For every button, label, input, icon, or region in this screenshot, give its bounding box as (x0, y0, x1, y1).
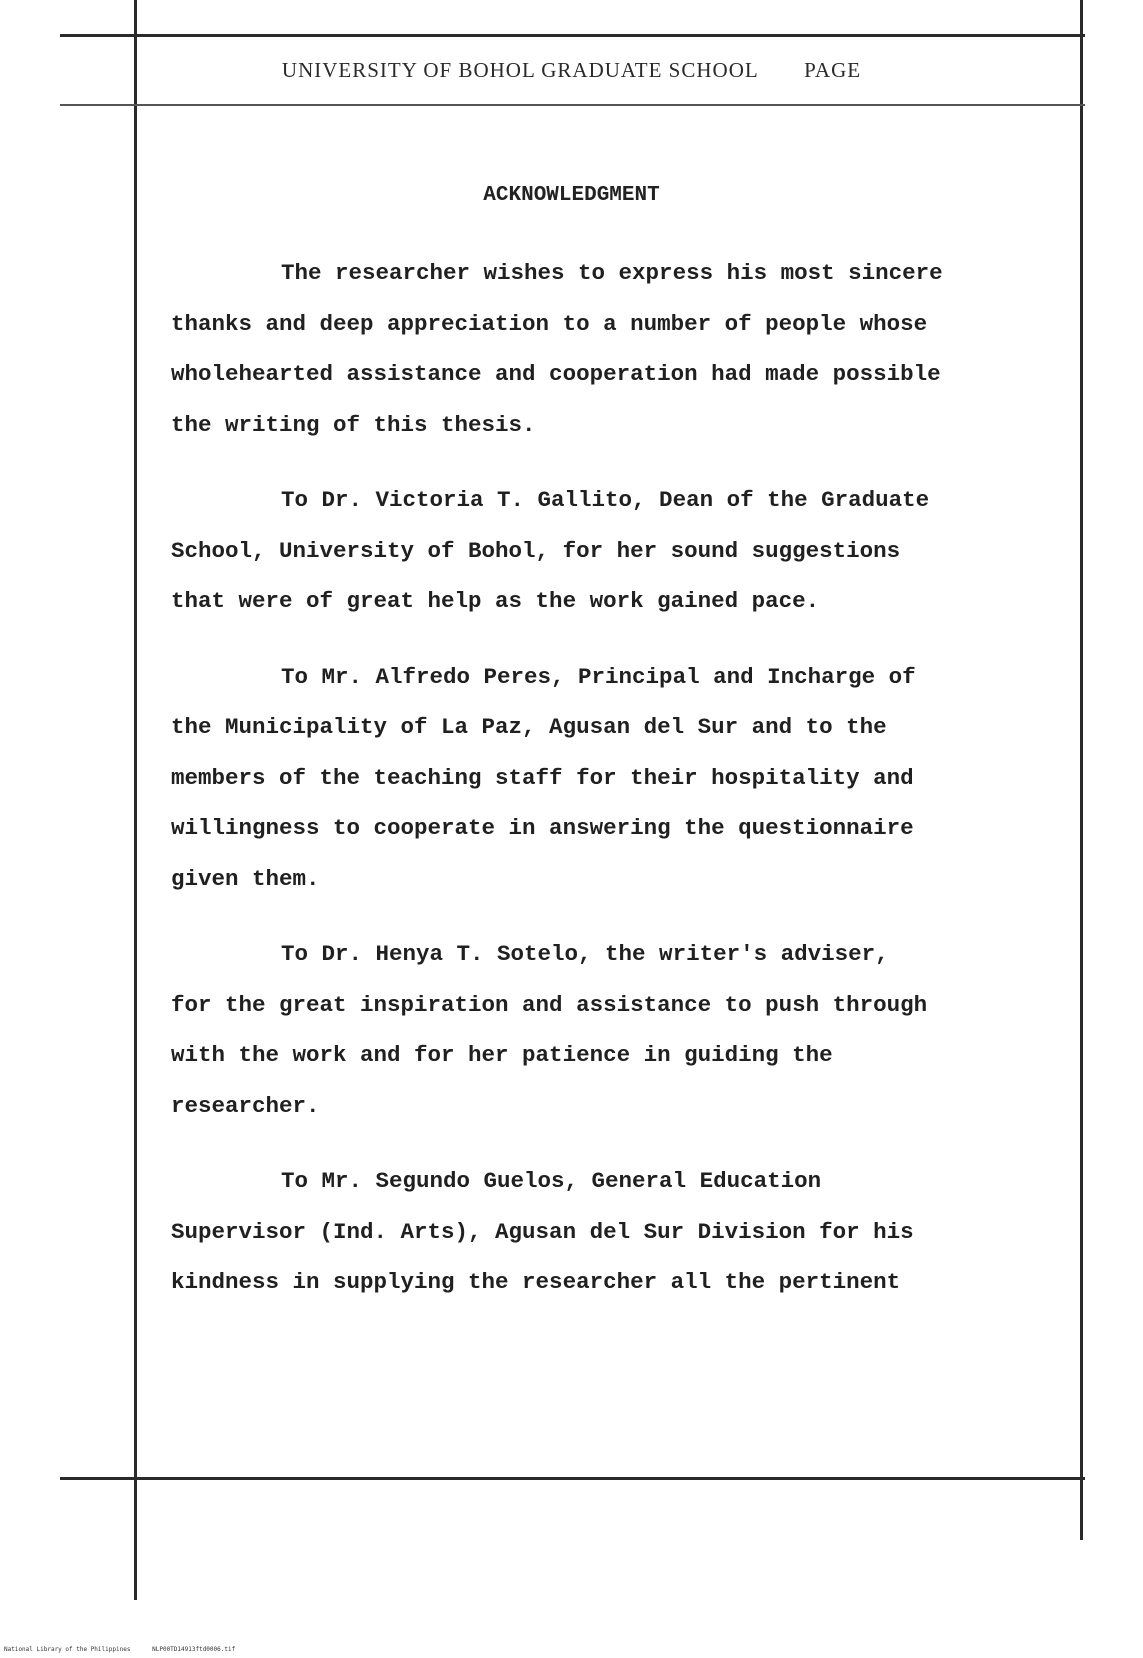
text-line: that were of great help as the work gained pace. (171, 588, 820, 614)
text-line: To Dr. Henya T. Sotelo, the writer's adviser, (281, 941, 889, 967)
text-line: thanks and deep appreciation to a number of people whose (171, 310, 928, 337)
institution-name: UNIVERSITY OF BOHOL GRADUATE SCHOOL (281, 58, 758, 82)
page-title: ACKNOWLEDGMENT (483, 184, 660, 207)
left-margin-rule (134, 0, 137, 1600)
file-name: NLP00TD14913ftd0006.tif (152, 1646, 236, 1653)
text-line: the writing of this thesis. (171, 411, 536, 438)
text-line: To Dr. Victoria T. Gallito, Dean of the Graduate (281, 487, 930, 513)
text-line: kindness in supplying the researcher all the pertinent (171, 1269, 901, 1295)
acknowledgment-body (171, 248, 1061, 1333)
text-line: To Mr. Alfredo Peres, Principal and Incharge of (281, 663, 916, 690)
text-line: The researcher wishes to express his most sincere (281, 260, 943, 286)
page-header (0, 58, 1143, 83)
text-line: willingness to cooperate in answering the questionnaire (171, 815, 914, 841)
paragraph (171, 475, 1061, 627)
text-line: Supervisor (Ind. Arts), Agusan del Sur Division for his (171, 1218, 914, 1245)
text-line: To Mr. Segundo Guelos, General Education (281, 1168, 822, 1194)
library-credit: National Library of the Philippines (4, 1646, 131, 1653)
text-line: the Municipality of La Paz, Agusan del Sur and to the (171, 714, 887, 740)
page-label: PAGE (804, 58, 862, 82)
text-line: with the work and for her patience in guiding the (171, 1042, 833, 1068)
header-top-rule (60, 34, 1085, 37)
text-line: School, University of Bohol, for her sound suggestions (171, 537, 901, 564)
paragraph (171, 929, 1061, 1131)
scan-footer (4, 1646, 235, 1653)
header-bottom-rule (60, 104, 1085, 106)
right-margin-rule (1080, 0, 1083, 1540)
paragraph (171, 652, 1061, 905)
paragraph (171, 248, 1061, 450)
footer-rule (60, 1477, 1085, 1480)
paragraph (171, 1156, 1061, 1308)
text-line: for the great inspiration and assistance to push through (171, 991, 928, 1018)
text-line: researcher. (171, 1092, 320, 1119)
text-line: given them. (171, 865, 320, 892)
text-line: members of the teaching staff for their hospitality and (171, 764, 914, 791)
text-line: wholehearted assistance and cooperation had made possible (171, 361, 941, 387)
